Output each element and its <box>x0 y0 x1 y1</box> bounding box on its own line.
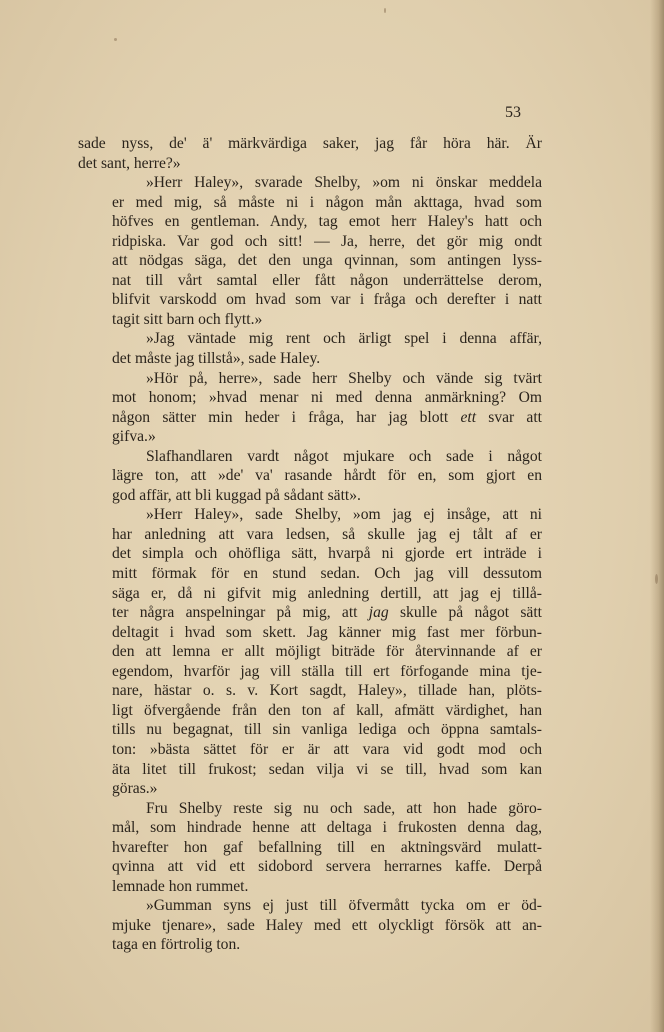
paragraph <box>78 173 542 329</box>
text-line: gifva.» <box>112 428 156 446</box>
page-number: 53 <box>505 104 521 121</box>
text-line: hvarefter hon gaf befallning till en aktningsvärd mulatt- <box>112 838 542 856</box>
paragraph <box>78 329 542 368</box>
text-line: nare, hästar o. s. v. Kort sagdt, Haley», tillade han, plöts- <box>112 682 542 700</box>
italic-word: jag <box>368 604 389 622</box>
paragraph <box>78 896 542 955</box>
text-line: blifvit varskodd om hvad som var i fråga och derefter i natt <box>112 291 542 309</box>
text-line: tills nu begagnat, till sin vanliga lediga och öppna samtals- <box>112 721 542 739</box>
text-line: säga er, då ni gifvit mig anledning dertill, att jag ej tillå- <box>112 584 542 602</box>
text-line: Fru Shelby reste sig nu och sade, att hon hade görо- <box>146 799 542 817</box>
text-line: »Hör på, herre», sade herr Shelby och vände sig tvärt <box>146 369 542 387</box>
paper-speck <box>384 8 386 13</box>
text-line: god affär, att bli kuggad på sådant sätt». <box>112 486 361 504</box>
text-line: den att lemna er allt möjligt biträde för återvinnande af er <box>112 643 542 661</box>
text-line: ton: »bästa sättet för er är att vara vid godt mod och <box>112 740 542 758</box>
text-line: er med mig, så måste ni i någon mån akttaga, hvad som <box>112 193 542 211</box>
text-line: äta litet till frukost; sedan vilja vi se till, hvad som kan <box>112 760 542 778</box>
paragraph <box>78 134 542 173</box>
text-line: göras.» <box>112 780 158 798</box>
paragraph <box>78 369 542 447</box>
text-line: Slafhandlaren vardt något mjukare och sade i något <box>146 447 542 465</box>
text-line: sade nyss, de' ä' märkvärdiga saker, jag får höra här. Är <box>78 135 542 152</box>
text-line: mjuke tjenare», sade Haley med ett olyckligt försök att an- <box>112 916 542 934</box>
page-edge-shadow <box>650 0 664 1032</box>
text-segment: skulle på något sätt <box>399 604 542 622</box>
text-line: har anledning att vara ledsen, så skulle jag ej tålt af er <box>112 525 542 543</box>
text-line: ridpiska. Var god och sitt! — Ja, herre, det gör mig ondt <box>112 232 542 250</box>
paragraph <box>78 505 542 798</box>
italic-word: ett <box>460 408 477 426</box>
text-line: nat till vårt samtal eller fått någon underrättelse derom, <box>112 271 542 289</box>
paper-speck <box>114 38 117 41</box>
text-line: »Jag väntade mig rent och ärligt spel i denna affär, <box>146 330 542 348</box>
text-line: mitt förmak för en stund sedan. Och jag vill dessutom <box>112 565 542 583</box>
body-text <box>78 134 542 955</box>
text-line: att nödgas säga, det den unga qvinnan, som antingen lyss- <box>112 252 542 270</box>
text-line: det måste jag tillstå», sade Haley. <box>112 350 321 368</box>
text-line: »Herr Haley», sade Shelby, »om jag ej insåge, att ni <box>146 506 542 524</box>
text-line: taga en förtrolig ton. <box>112 936 241 954</box>
text-line: »Gumman syns ej just till öfvermått tycka om er öd- <box>146 897 542 915</box>
text-line: det simpla och ohöfliga sätt, hvarpå ni gjorde ert inträde i <box>112 545 542 563</box>
paragraph <box>78 447 542 506</box>
text-line: mot honom; »hvad menar ni med denna anmärkning? Om <box>112 389 542 407</box>
paragraph <box>78 799 542 897</box>
paper-speck <box>655 574 658 584</box>
text-line: det sant, herre?» <box>78 154 181 172</box>
text-line: »Herr Haley», svarade Shelby, »om ni önskar meddela <box>146 174 542 192</box>
text-line: egendom, hvarför jag vill ställa till ert förfogande mina tje- <box>112 662 542 680</box>
text-line <box>78 603 542 623</box>
text-line: deltagit i hvad som skett. Jag känner mig fast mer förbun- <box>112 623 542 641</box>
text-line: lägre ton, att »de' va' rasande hårdt för en, som gjort en <box>112 467 542 485</box>
text-line: mål, som hindrade henne att deltaga i frukosten denna dag, <box>112 819 542 837</box>
text-line: höfves en gentleman. Andy, tag emot herr Haley's hatt och <box>112 213 542 231</box>
text-line: ligt öfvergående från den ton af kall, afmätt värdighet, han <box>112 701 542 719</box>
text-line: lemnade hon rummet. <box>112 877 249 895</box>
text-segment: svar att <box>488 408 543 426</box>
text-segment: någon sätter min heder i fråga, har jag blott <box>112 408 449 426</box>
text-line <box>78 408 542 428</box>
text-line: qvinna att vid ett sidobord servera herrarnes kaffe. Derpå <box>112 858 542 876</box>
text-line: tagit sitt barn och flytt.» <box>112 310 263 328</box>
text-segment: ter några anspelningar på mig, att <box>112 604 358 622</box>
